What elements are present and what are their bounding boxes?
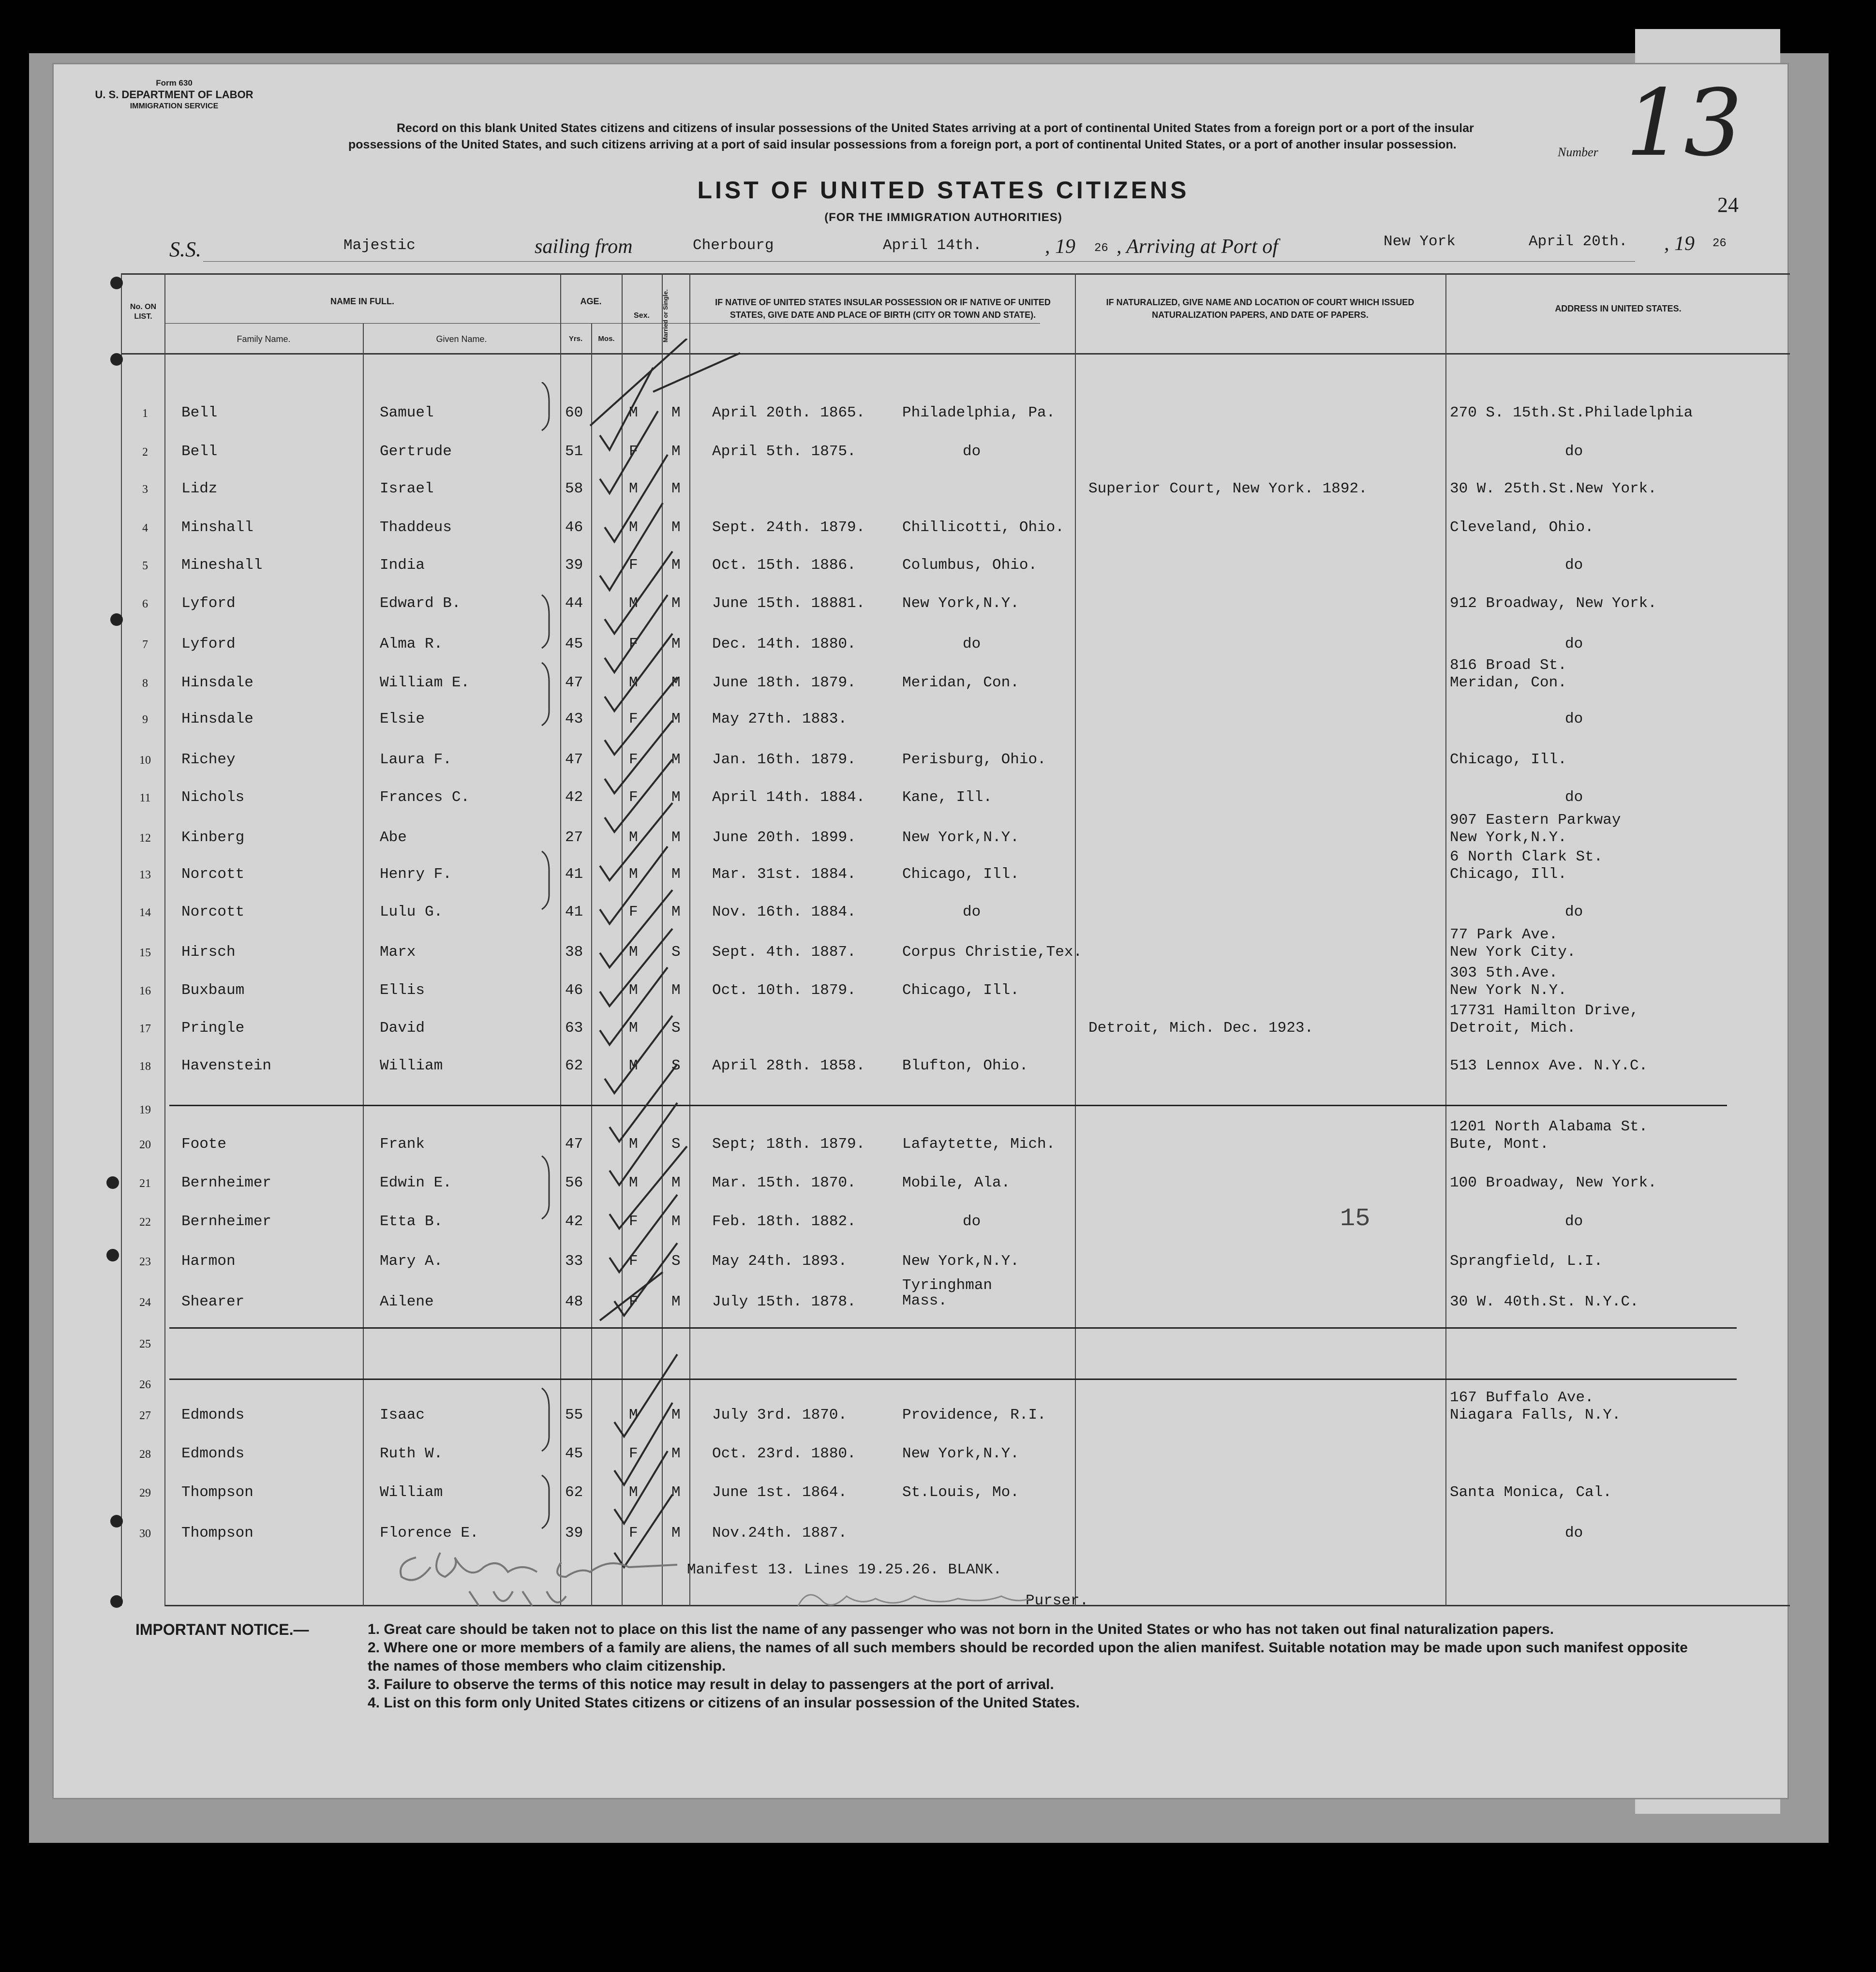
birth-date: April 20th. 1865. xyxy=(712,404,865,421)
given-name: Alma R. xyxy=(380,636,443,652)
year-prefix-1: , 19 xyxy=(1045,236,1075,258)
address-line-1: do xyxy=(1565,1525,1583,1542)
birth-place: Columbus, Ohio. xyxy=(902,557,1038,574)
birth-place: New York,N.Y. xyxy=(902,595,1019,612)
birth-place: do xyxy=(963,904,981,920)
age-years: 44 xyxy=(565,595,583,612)
birth-place: New York,N.Y. xyxy=(902,1445,1019,1462)
given-name: Frank xyxy=(380,1136,425,1153)
header-name-in-full: NAME IN FULL. xyxy=(330,297,394,306)
given-name: Lulu G. xyxy=(380,904,443,920)
page-subtitle: (FOR THE IMMIGRATION AUTHORITIES) xyxy=(824,211,1062,224)
age-years: 51 xyxy=(565,443,583,460)
row-number: 26 xyxy=(139,1379,151,1391)
address-line-2: Bute, Mont. xyxy=(1450,1136,1549,1153)
given-name: Ruth W. xyxy=(380,1445,443,1462)
marital-status: M xyxy=(671,636,681,652)
address-line-1: 30 W. 40th.St. N.Y.C. xyxy=(1450,1293,1639,1310)
row-number: 8 xyxy=(142,677,148,690)
header-no: No. ON LIST. xyxy=(130,303,157,321)
address-line-2: Chicago, Ill. xyxy=(1450,866,1567,883)
row-number: 18 xyxy=(139,1060,151,1073)
family-name: Bell xyxy=(181,404,218,421)
naturalization: Superior Court, New York. 1892. xyxy=(1088,480,1368,497)
row-number: 22 xyxy=(139,1216,151,1229)
sex: F xyxy=(629,636,638,652)
address-line-2: Detroit, Mich. xyxy=(1450,1020,1576,1037)
row-number: 2 xyxy=(142,446,148,459)
age-years: 58 xyxy=(565,480,583,497)
family-name: Hinsdale xyxy=(181,674,253,691)
given-name: Etta B. xyxy=(380,1213,443,1230)
row-number: 29 xyxy=(139,1487,151,1499)
header-age: AGE. xyxy=(580,297,602,306)
sex: M xyxy=(629,595,638,612)
sex: F xyxy=(629,1293,638,1310)
given-name: Edward B. xyxy=(380,595,461,612)
form-identification xyxy=(77,77,271,112)
given-name: William xyxy=(380,1057,443,1074)
given-name: Samuel xyxy=(380,404,434,421)
depart-year: 26 xyxy=(1094,242,1108,255)
given-name: Elsie xyxy=(380,711,425,727)
marital-status: M xyxy=(671,829,681,846)
preamble-text: Record on this blank United States citizens and citizens of insular possessions of the United States arriving at a port of continental United States from a foreign port or a port of the insular possessions of the United States, and such citizens arriving at a port of said insular possessions from a foreign port, a port of continental United States, or a port of another insular possession. xyxy=(348,121,1474,151)
page-title: LIST OF UNITED STATES CITIZENS xyxy=(697,177,1190,204)
birth-date: Feb. 18th. 1882. xyxy=(712,1213,856,1230)
address-line-1: do xyxy=(1565,557,1583,574)
family-name: Norcott xyxy=(181,866,245,883)
row-number: 5 xyxy=(142,560,148,572)
stamp-15: 15 xyxy=(1340,1204,1370,1233)
family-name: Mineshall xyxy=(181,557,263,574)
address-line-1: 100 Broadway, New York. xyxy=(1450,1174,1657,1191)
row-number: 16 xyxy=(139,985,151,997)
sex: F xyxy=(629,443,638,460)
marital-status: M xyxy=(671,1407,681,1423)
row-number: 28 xyxy=(139,1448,151,1461)
port-from: Cherbourg xyxy=(693,237,774,254)
family-name: Minshall xyxy=(181,519,253,536)
birth-place: Corpus Christie,Tex. xyxy=(902,944,1083,961)
sailing-label: sailing from xyxy=(535,236,633,258)
depart-date: April 14th. xyxy=(883,237,982,254)
age-years: 43 xyxy=(565,711,583,727)
age-years: 46 xyxy=(565,982,583,999)
birth-date: May 27th. 1883. xyxy=(712,711,848,727)
address-line-1: 17731 Hamilton Drive, xyxy=(1450,1002,1639,1019)
header-sex: Sex. xyxy=(634,311,650,320)
birth-date: Mar. 15th. 1870. xyxy=(712,1174,856,1191)
age-years: 56 xyxy=(565,1174,583,1191)
header-given-name: Given Name. xyxy=(436,334,487,344)
row-number: 15 xyxy=(139,947,151,959)
sex: F xyxy=(629,751,638,768)
birth-date: Mar. 31st. 1884. xyxy=(712,866,856,883)
age-years: 46 xyxy=(565,519,583,536)
family-name: Richey xyxy=(181,751,236,768)
marital-status: M xyxy=(671,982,681,999)
marital-status: M xyxy=(671,557,681,574)
age-years: 41 xyxy=(565,904,583,920)
address-line-1: Santa Monica, Cal. xyxy=(1450,1484,1612,1501)
sex: F xyxy=(629,904,638,920)
sex: F xyxy=(629,1525,638,1542)
given-name: David xyxy=(380,1020,425,1037)
manifest-note: Manifest 13. Lines 19.25.26. BLANK. xyxy=(687,1561,1002,1578)
row-number: 11 xyxy=(139,792,151,804)
birth-place: Kane, Ill. xyxy=(902,789,993,806)
marital-status: S xyxy=(671,1020,681,1037)
birth-date: July 3rd. 1870. xyxy=(712,1407,848,1423)
sex: M xyxy=(629,1136,638,1153)
marital-status: M xyxy=(671,519,681,536)
address-line-1: do xyxy=(1565,711,1583,727)
row-number: 14 xyxy=(139,906,151,919)
family-name: Nichols xyxy=(181,789,245,806)
address-line-2: New York N.Y. xyxy=(1450,982,1567,999)
marital-status: M xyxy=(671,595,681,612)
given-name: Thaddeus xyxy=(380,519,452,536)
marital-status: M xyxy=(671,1484,681,1501)
birth-place: do xyxy=(963,636,981,652)
marital-status: S xyxy=(671,944,681,961)
row-number: 27 xyxy=(139,1409,151,1422)
family-name: Buxbaum xyxy=(181,982,245,999)
address-line-1: 912 Broadway, New York. xyxy=(1450,595,1657,612)
address-line-1: 816 Broad St. xyxy=(1450,657,1567,674)
row-number: 21 xyxy=(139,1177,151,1190)
notice-item-3: 3. Failure to observe the terms of this notice may result in delay to passengers at the port of arrival. xyxy=(368,1676,1054,1692)
notice-item-4: 4. List on this form only United States citizens or citizens of an insular possession of the United States. xyxy=(368,1695,1080,1711)
sex: M xyxy=(629,866,638,883)
row-number: 25 xyxy=(139,1338,151,1350)
birth-place: Lafaytette, Mich. xyxy=(902,1136,1056,1153)
family-name: Hinsdale xyxy=(181,711,253,727)
row-number: 12 xyxy=(139,832,151,845)
sex: M xyxy=(629,1484,638,1501)
notice-item-2: 2. Where one or more members of a family are aliens, the names of all such members should be recorded upon the alien manifest. Suitable notation may be made upon such manifest opposite the names of those members who claim citizenship. xyxy=(368,1640,1688,1674)
birth-place: Meridan, Con. xyxy=(902,674,1019,691)
given-name: Henry F. xyxy=(380,866,452,883)
birth-date: Dec. 14th. 1880. xyxy=(712,636,856,652)
family-name: Hirsch xyxy=(181,944,236,961)
address-line-1: Chicago, Ill. xyxy=(1450,751,1567,768)
notice-heading: IMPORTANT NOTICE.— xyxy=(135,1621,309,1638)
birth-date: June 18th. 1879. xyxy=(712,674,856,691)
given-name: Israel xyxy=(380,480,434,497)
given-name: William xyxy=(380,1484,443,1501)
address-line-1: Cleveland, Ohio. xyxy=(1450,519,1594,536)
birth-date: Nov. 16th. 1884. xyxy=(712,904,856,920)
birth-date: Oct. 10th. 1879. xyxy=(712,982,856,999)
age-years: 42 xyxy=(565,1213,583,1230)
birth-place: Chillicotti, Ohio. xyxy=(902,519,1064,536)
address-line-1: 907 Eastern Parkway xyxy=(1450,812,1621,829)
marital-status: S xyxy=(671,1057,681,1074)
marital-status: M xyxy=(671,789,681,806)
row-number: 20 xyxy=(139,1139,151,1151)
family-name: Thompson xyxy=(181,1484,253,1501)
given-name: Ailene xyxy=(380,1293,434,1310)
age-years: 33 xyxy=(565,1253,583,1270)
ship-name: Majestic xyxy=(343,237,416,254)
address-line-2: New York City. xyxy=(1450,944,1576,961)
birth-date: Jan. 16th. 1879. xyxy=(712,751,856,768)
family-name: Pringle xyxy=(181,1020,245,1037)
birth-place: Blufton, Ohio. xyxy=(902,1057,1028,1074)
birth-date: June 1st. 1864. xyxy=(712,1484,848,1501)
birth-date: Oct. 23rd. 1880. xyxy=(712,1445,856,1462)
given-name: Gertrude xyxy=(380,443,452,460)
age-years: 60 xyxy=(565,404,583,421)
address-line-1: do xyxy=(1565,636,1583,652)
sex: M xyxy=(629,829,638,846)
header-years: Yrs. xyxy=(568,335,583,343)
address-line-1: 1201 North Alabama St. xyxy=(1450,1118,1648,1135)
given-name: India xyxy=(380,557,425,574)
sex: F xyxy=(629,1445,638,1462)
age-years: 47 xyxy=(565,751,583,768)
important-notice xyxy=(135,1620,1693,1712)
row-number: 10 xyxy=(139,754,151,767)
handwritten-signature xyxy=(387,1538,726,1616)
marital-status: M xyxy=(671,1174,681,1191)
arrive-date: April 20th. xyxy=(1529,233,1628,250)
age-years: 39 xyxy=(565,557,583,574)
family-name: Bernheimer xyxy=(181,1213,272,1230)
address-line-1: 30 W. 25th.St.New York. xyxy=(1450,480,1657,497)
marital-status: S xyxy=(671,1136,681,1153)
given-name: Laura F. xyxy=(380,751,452,768)
row-number: 1 xyxy=(142,407,148,420)
age-years: 63 xyxy=(565,1020,583,1037)
form-number: Form 630 xyxy=(156,78,193,88)
family-name: Foote xyxy=(181,1136,227,1153)
age-years: 42 xyxy=(565,789,583,806)
address-line-1: 270 S. 15th.St.Philadelphia xyxy=(1450,404,1693,421)
marital-status: M xyxy=(671,751,681,768)
family-name: Havenstein xyxy=(181,1057,272,1074)
address-line-1: do xyxy=(1565,1213,1583,1230)
age-years: 48 xyxy=(565,1293,583,1310)
birth-date: June 15th. 18881. xyxy=(712,595,865,612)
arrive-year: 26 xyxy=(1712,237,1727,250)
row-number: 19 xyxy=(139,1104,151,1116)
row-number: 7 xyxy=(142,638,148,651)
sex: M xyxy=(629,404,638,421)
address-line-2: Meridan, Con. xyxy=(1450,674,1567,691)
age-years: 62 xyxy=(565,1484,583,1501)
address-line-1: 77 Park Ave. xyxy=(1450,926,1558,943)
header-naturalized: IF NATURALIZED, GIVE NAME AND LOCATION OF COURT WHICH ISSUED NATURALIZATION PAPERS, AND DATE OF PAPERS. xyxy=(1106,297,1414,320)
age-years: 47 xyxy=(565,1136,583,1153)
birth-date: July 15th. 1878. xyxy=(712,1293,856,1310)
family-name: Lyford xyxy=(181,595,236,612)
birth-date: Nov.24th. 1887. xyxy=(712,1525,848,1542)
birth-place: Providence, R.I. xyxy=(902,1407,1046,1423)
row-number: 23 xyxy=(139,1256,151,1268)
age-years: 41 xyxy=(565,866,583,883)
age-years: 47 xyxy=(565,674,583,691)
marital-status: M xyxy=(671,404,681,421)
birth-date: Sept. 24th. 1879. xyxy=(712,519,865,536)
number-label: Number xyxy=(1558,145,1598,159)
sex: M xyxy=(629,982,638,999)
family-name: Kinberg xyxy=(181,829,245,846)
year-prefix-2: , 19 xyxy=(1664,233,1695,255)
notice-item-1: 1. Great care should be taken not to place on this list the name of any passenger who was not born in the United States or who has not taken out final naturalization papers. xyxy=(368,1621,1554,1637)
header-months: Mos. xyxy=(598,335,615,343)
marital-status: M xyxy=(671,1293,681,1310)
family-name: Edmonds xyxy=(181,1407,245,1423)
address-line-2: New York,N.Y. xyxy=(1450,829,1567,846)
purser-signature xyxy=(793,1582,1035,1616)
given-name: Ellis xyxy=(380,982,425,999)
birth-place: Perisburg, Ohio. xyxy=(902,751,1046,768)
age-years: 55 xyxy=(565,1407,583,1423)
birth-date: Sept. 4th. 1887. xyxy=(712,944,856,961)
birth-place: do xyxy=(963,443,981,460)
purser-label: Purser. xyxy=(1026,1592,1089,1609)
sex: F xyxy=(629,557,638,574)
birth-place: St.Louis, Mo. xyxy=(902,1484,1019,1501)
birth-place: Mobile, Ala. xyxy=(902,1174,1011,1191)
sex: M xyxy=(629,519,638,536)
sex: M xyxy=(629,1020,638,1037)
marital-status: M xyxy=(671,674,681,691)
service: IMMIGRATION SERVICE xyxy=(130,102,219,110)
family-name: Bernheimer xyxy=(181,1174,272,1191)
marital-status: M xyxy=(671,711,681,727)
family-name: Edmonds xyxy=(181,1445,245,1462)
marital-status: M xyxy=(671,1213,681,1230)
sex: F xyxy=(629,1213,638,1230)
header-birth: IF NATIVE OF UNITED STATES INSULAR POSSESSION OR IF NATIVE OF UNITED STATES, GIVE DATE AND PLACE OF BIRTH (CITY OR TOWN AND STATE). xyxy=(715,297,1051,320)
list-number: 13 xyxy=(1625,70,1742,177)
family-name: Lidz xyxy=(181,480,218,497)
header-address: ADDRESS IN UNITED STATES. xyxy=(1555,304,1682,313)
marital-status: M xyxy=(671,904,681,920)
family-name: Bell xyxy=(181,443,218,460)
birth-place: Tyringhman Mass. xyxy=(902,1277,993,1309)
sex: M xyxy=(629,1057,638,1074)
address-line-1: do xyxy=(1565,789,1583,806)
birth-place: Philadelphia, Pa. xyxy=(902,404,1056,421)
sex: M xyxy=(629,1407,638,1423)
page-number: 24 xyxy=(1717,193,1739,217)
address-line-1: Sprangfield, L.I. xyxy=(1450,1253,1603,1270)
birth-place: Chicago, Ill. xyxy=(902,982,1019,999)
row-number: 24 xyxy=(139,1296,151,1309)
age-years: 45 xyxy=(565,636,583,652)
address-line-1: 167 Buffalo Ave. xyxy=(1450,1389,1594,1406)
sex: M xyxy=(629,944,638,961)
family-brackets xyxy=(537,382,561,1553)
department: U. S. DEPARTMENT OF LABOR xyxy=(95,89,253,101)
marital-status: M xyxy=(671,480,681,497)
given-name: Mary A. xyxy=(380,1253,443,1270)
given-name: Florence E. xyxy=(380,1525,479,1542)
family-name: Norcott xyxy=(181,904,245,920)
birth-date: Sept; 18th. 1879. xyxy=(712,1136,865,1153)
family-name: Harmon xyxy=(181,1253,236,1270)
birth-place: New York,N.Y. xyxy=(902,1253,1019,1270)
row-number: 3 xyxy=(142,483,148,496)
birth-place: New York,N.Y. xyxy=(902,829,1019,846)
sex: F xyxy=(629,1253,638,1270)
birth-place: Chicago, Ill. xyxy=(902,866,1019,883)
header-family-name: Family Name. xyxy=(237,334,291,344)
birth-date: April 5th. 1875. xyxy=(712,443,856,460)
row-number: 9 xyxy=(142,713,148,726)
birth-place: do xyxy=(963,1213,981,1230)
address-line-1: 6 North Clark St. xyxy=(1450,848,1603,865)
row-number: 13 xyxy=(139,869,151,881)
birth-date: April 14th. 1884. xyxy=(712,789,865,806)
row-number: 4 xyxy=(142,522,148,534)
family-name: Shearer xyxy=(181,1293,245,1310)
marital-status: M xyxy=(671,1525,681,1542)
row-number: 6 xyxy=(142,598,148,610)
age-years: 27 xyxy=(565,829,583,846)
address-line-2: Niagara Falls, N.Y. xyxy=(1450,1407,1621,1423)
age-years: 45 xyxy=(565,1445,583,1462)
sex: M xyxy=(629,480,638,497)
given-name: Abe xyxy=(380,829,407,846)
address-line-1: do xyxy=(1565,443,1583,460)
given-name: Edwin E. xyxy=(380,1174,452,1191)
marital-status: M xyxy=(671,443,681,460)
birth-date: Oct. 15th. 1886. xyxy=(712,557,856,574)
ss-label: S.S. xyxy=(169,237,201,261)
sex: F xyxy=(629,789,638,806)
age-years: 38 xyxy=(565,944,583,961)
port-to: New York xyxy=(1384,233,1456,250)
row-number: 17 xyxy=(139,1023,151,1035)
marital-status: M xyxy=(671,866,681,883)
sex: M xyxy=(629,674,638,691)
given-name: Frances C. xyxy=(380,789,470,806)
birth-date: May 24th. 1893. xyxy=(712,1253,848,1270)
birth-date: June 20th. 1899. xyxy=(712,829,856,846)
sex: M xyxy=(629,1174,638,1191)
family-name: Thompson xyxy=(181,1525,253,1542)
given-name: Marx xyxy=(380,944,416,961)
family-name: Lyford xyxy=(181,636,236,652)
birth-date: April 28th. 1858. xyxy=(712,1057,865,1074)
age-years: 39 xyxy=(565,1525,583,1542)
given-name: William E. xyxy=(380,674,470,691)
arriving-label: , Arriving at Port of xyxy=(1117,236,1279,258)
marital-status: M xyxy=(671,1445,681,1462)
row-number: 30 xyxy=(139,1527,151,1540)
given-name: Isaac xyxy=(380,1407,425,1423)
naturalization: Detroit, Mich. Dec. 1923. xyxy=(1088,1020,1314,1037)
header-married-single: Married or Single. xyxy=(662,289,669,342)
sex: F xyxy=(629,711,638,727)
address-line-1: do xyxy=(1565,904,1583,920)
address-line-1: 513 Lennox Ave. N.Y.C. xyxy=(1450,1057,1648,1074)
marital-status: S xyxy=(671,1253,681,1270)
age-years: 62 xyxy=(565,1057,583,1074)
address-line-1: 303 5th.Ave. xyxy=(1450,964,1558,981)
check-marks xyxy=(571,339,774,1645)
